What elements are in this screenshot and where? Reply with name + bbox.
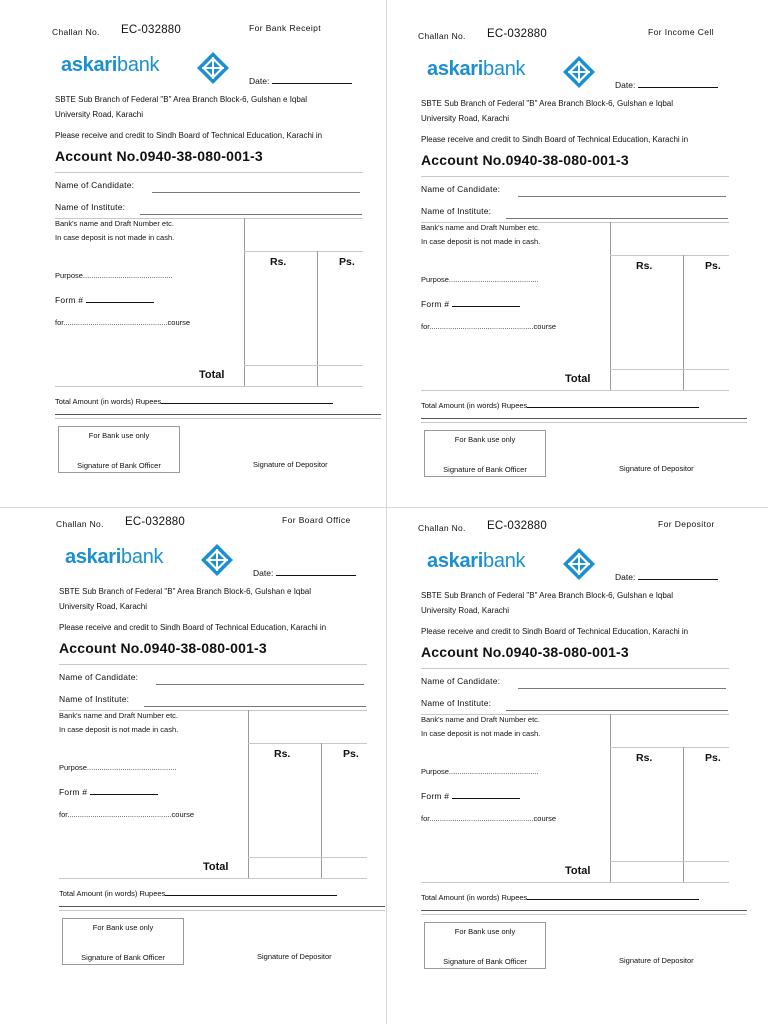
name-candidate-field[interactable]	[156, 684, 364, 685]
total-top-line	[610, 369, 729, 370]
name-candidate-field[interactable]	[518, 688, 726, 689]
form-number-field[interactable]	[59, 786, 158, 797]
amount-header-line	[244, 251, 363, 252]
total-bottom-line	[55, 386, 363, 387]
slip-board-office	[4, 492, 384, 997]
date-line	[272, 74, 352, 84]
divider	[421, 422, 747, 423]
name-candidate-label: Name of Candidate:	[55, 180, 135, 190]
date-field[interactable]	[249, 74, 352, 86]
bank-draft-label-2: In case deposit is not made in cash.	[421, 729, 541, 738]
divider	[421, 910, 747, 911]
amount-in-words-label: Total Amount (in words) Rupees	[421, 893, 528, 902]
form-label: Form #	[421, 791, 450, 801]
copy-label: For Depositor	[658, 519, 715, 529]
total-bottom-line	[421, 390, 729, 391]
account-number: Account No.0940-38-080-001-3	[55, 148, 263, 164]
bank-draft-label-1: Bank's name and Draft Number etc.	[59, 711, 178, 720]
account-number: Account No.0940-38-080-001-3	[59, 640, 267, 656]
bank-draft-label-1: Bank's name and Draft Number etc.	[55, 219, 174, 228]
rs-header: Rs.	[636, 260, 653, 272]
form-number-line	[90, 786, 158, 795]
form-number-field[interactable]	[421, 790, 520, 801]
amount-in-words-line	[527, 399, 699, 408]
total-bottom-line	[421, 882, 729, 883]
total-label: Total	[199, 369, 225, 381]
amount-column-divider	[610, 714, 611, 882]
challan-number: EC-032880	[125, 516, 185, 528]
divider	[421, 668, 729, 669]
bank-draft-label-1: Bank's name and Draft Number etc.	[421, 715, 540, 724]
challan-number: EC-032880	[487, 520, 547, 532]
bank-draft-label-2: In case deposit is not made in cash.	[59, 725, 179, 734]
amount-in-words-line	[161, 395, 333, 404]
branch-address	[421, 96, 721, 126]
ps-header: Ps.	[343, 748, 359, 760]
logo-bank-text: bank	[483, 58, 526, 80]
account-number: Account No.0940-38-080-001-3	[421, 644, 629, 660]
ps-header: Ps.	[339, 256, 355, 268]
date-label: Date:	[253, 568, 274, 578]
total-label: Total	[203, 861, 229, 873]
total-top-line	[610, 861, 729, 862]
form-number-line	[86, 294, 154, 303]
challan-label: Challan No.	[418, 523, 466, 533]
branch-address	[59, 584, 359, 614]
divider	[55, 172, 363, 173]
form-number-field[interactable]	[55, 294, 154, 305]
amount-column-divider	[610, 222, 611, 390]
name-candidate-label: Name of Candidate:	[59, 672, 139, 682]
divider	[55, 418, 381, 419]
divider	[55, 414, 381, 415]
bank-officer-signature-label: Signature of Bank Officer	[443, 465, 527, 474]
purpose-label: Purpose...........................................	[421, 275, 539, 284]
amount-header-line	[610, 747, 729, 748]
form-label: Form #	[421, 299, 450, 309]
name-institute-field[interactable]	[506, 710, 728, 711]
askari-bank-logo	[65, 546, 163, 569]
askari-bank-emblem-icon	[562, 55, 596, 89]
form-label: Form #	[55, 295, 84, 305]
form-number-line	[452, 790, 520, 799]
rs-header: Rs.	[636, 752, 653, 764]
ps-header: Ps.	[705, 752, 721, 764]
logo-askari-text: askari	[65, 546, 122, 568]
challan-number: EC-032880	[121, 24, 181, 36]
total-bottom-line	[59, 878, 367, 879]
branch-line-2: University Road, Karachi	[55, 110, 144, 119]
amount-header-line	[610, 255, 729, 256]
divider	[421, 418, 747, 419]
branch-line-1: SBTE Sub Branch of Federal "B" Area Branch Block-6, Gulshan e Iqbal	[55, 95, 308, 104]
bank-use-label: For Bank use only	[454, 435, 516, 444]
ps-header: Ps.	[705, 260, 721, 272]
course-label: for..................................................course	[55, 318, 191, 327]
depositor-signature-label: Signature of Depositor	[257, 952, 332, 961]
course-label: for..................................................course	[421, 322, 557, 331]
logo-bank-text: bank	[117, 54, 160, 76]
date-field[interactable]	[615, 78, 718, 90]
credit-instruction: Please receive and credit to Sindh Board of Technical Education, Karachi in	[55, 131, 323, 140]
depositor-signature-label: Signature of Depositor	[253, 460, 328, 469]
branch-line-1: SBTE Sub Branch of Federal "B" Area Branch Block-6, Gulshan e Iqbal	[421, 591, 674, 600]
slip-income-cell	[366, 4, 746, 509]
amount-in-words-line	[165, 887, 337, 896]
divider	[421, 176, 729, 177]
date-line	[276, 566, 356, 576]
divider	[421, 914, 747, 915]
name-candidate-label: Name of Candidate:	[421, 184, 501, 194]
credit-instruction: Please receive and credit to Sindh Board of Technical Education, Karachi in	[59, 623, 327, 632]
name-institute-label: Name of Institute:	[421, 698, 492, 708]
branch-line-1: SBTE Sub Branch of Federal "B" Area Branch Block-6, Gulshan e Iqbal	[59, 587, 312, 596]
purpose-label: Purpose...........................................	[421, 767, 539, 776]
account-number: Account No.0940-38-080-001-3	[421, 152, 629, 168]
branch-address	[55, 92, 355, 122]
slip-bank-receipt	[0, 0, 380, 505]
amount-in-words-label: Total Amount (in words) Rupees	[55, 397, 162, 406]
askari-bank-logo	[427, 550, 525, 573]
date-field[interactable]	[253, 566, 356, 578]
name-institute-field[interactable]	[506, 218, 728, 219]
name-institute-field[interactable]	[140, 214, 362, 215]
bank-use-label: For Bank use only	[92, 923, 154, 932]
logo-bank-text: bank	[121, 546, 164, 568]
total-top-line	[244, 365, 363, 366]
bank-officer-signature-label: Signature of Bank Officer	[81, 953, 165, 962]
divider	[59, 664, 367, 665]
copy-label: For Bank Receipt	[249, 23, 322, 33]
slip-depositor	[366, 496, 746, 1001]
bank-draft-label-2: In case deposit is not made in cash.	[421, 237, 541, 246]
bank-use-box	[424, 922, 546, 969]
date-label: Date:	[615, 572, 636, 582]
amount-in-words-field[interactable]	[421, 399, 699, 410]
course-label: for..................................................course	[59, 810, 195, 819]
amount-column-divider	[248, 710, 249, 878]
bank-use-label: For Bank use only	[88, 431, 150, 440]
challan-label: Challan No.	[418, 31, 466, 41]
askari-bank-emblem-icon	[562, 547, 596, 581]
branch-line-2: University Road, Karachi	[59, 602, 148, 611]
logo-askari-text: askari	[427, 550, 484, 572]
purpose-label: Purpose...........................................	[55, 271, 173, 280]
bank-officer-signature-label: Signature of Bank Officer	[77, 461, 161, 470]
name-institute-label: Name of Institute:	[421, 206, 492, 216]
challan-number: EC-032880	[487, 28, 547, 40]
branch-line-2: University Road, Karachi	[421, 114, 510, 123]
divider	[59, 906, 385, 907]
askari-bank-logo	[61, 54, 159, 77]
amount-in-words-field[interactable]	[59, 887, 337, 898]
challan-label: Challan No.	[56, 519, 104, 529]
total-label: Total	[565, 865, 591, 877]
logo-askari-text: askari	[427, 58, 484, 80]
copy-label: For Income Cell	[648, 27, 714, 37]
depositor-signature-label: Signature of Depositor	[619, 464, 694, 473]
bank-officer-signature-label: Signature of Bank Officer	[443, 957, 527, 966]
date-label: Date:	[249, 76, 270, 86]
form-number-field[interactable]	[421, 298, 520, 309]
form-label: Form #	[59, 787, 88, 797]
name-institute-field[interactable]	[144, 706, 366, 707]
bank-draft-label-1: Bank's name and Draft Number etc.	[421, 223, 540, 232]
rs-header: Rs.	[270, 256, 287, 268]
name-candidate-label: Name of Candidate:	[421, 676, 501, 686]
divider	[59, 910, 385, 911]
logo-bank-text: bank	[483, 550, 526, 572]
purpose-label: Purpose...........................................	[59, 763, 177, 772]
amount-in-words-line	[527, 891, 699, 900]
amount-in-words-label: Total Amount (in words) Rupees	[421, 401, 528, 410]
date-field[interactable]	[615, 570, 718, 582]
askari-bank-emblem-icon	[200, 543, 234, 577]
challan-label: Challan No.	[52, 27, 100, 37]
date-label: Date:	[615, 80, 636, 90]
branch-address	[421, 588, 721, 618]
bank-use-label: For Bank use only	[454, 927, 516, 936]
branch-line-2: University Road, Karachi	[421, 606, 510, 615]
logo-askari-text: askari	[61, 54, 118, 76]
amount-column-divider	[244, 218, 245, 386]
copy-label: For Board Office	[282, 515, 351, 525]
bank-use-box	[58, 426, 180, 473]
name-institute-label: Name of Institute:	[59, 694, 130, 704]
date-line	[638, 570, 718, 580]
course-label: for..................................................course	[421, 814, 557, 823]
branch-line-1: SBTE Sub Branch of Federal "B" Area Branch Block-6, Gulshan e Iqbal	[421, 99, 674, 108]
bank-draft-label-2: In case deposit is not made in cash.	[55, 233, 175, 242]
amount-in-words-label: Total Amount (in words) Rupees	[59, 889, 166, 898]
amount-header-line	[248, 743, 367, 744]
date-line	[638, 78, 718, 88]
bank-use-box	[424, 430, 546, 477]
form-number-line	[452, 298, 520, 307]
rs-header: Rs.	[274, 748, 291, 760]
name-candidate-field[interactable]	[152, 192, 360, 193]
askari-bank-emblem-icon	[196, 51, 230, 85]
credit-instruction: Please receive and credit to Sindh Board of Technical Education, Karachi in	[421, 135, 689, 144]
name-institute-label: Name of Institute:	[55, 202, 126, 212]
total-top-line	[248, 857, 367, 858]
amount-in-words-field[interactable]	[421, 891, 699, 902]
amount-in-words-field[interactable]	[55, 395, 333, 406]
name-candidate-field[interactable]	[518, 196, 726, 197]
credit-instruction: Please receive and credit to Sindh Board of Technical Education, Karachi in	[421, 627, 689, 636]
askari-bank-logo	[427, 58, 525, 81]
bank-use-box	[62, 918, 184, 965]
depositor-signature-label: Signature of Depositor	[619, 956, 694, 965]
total-label: Total	[565, 373, 591, 385]
